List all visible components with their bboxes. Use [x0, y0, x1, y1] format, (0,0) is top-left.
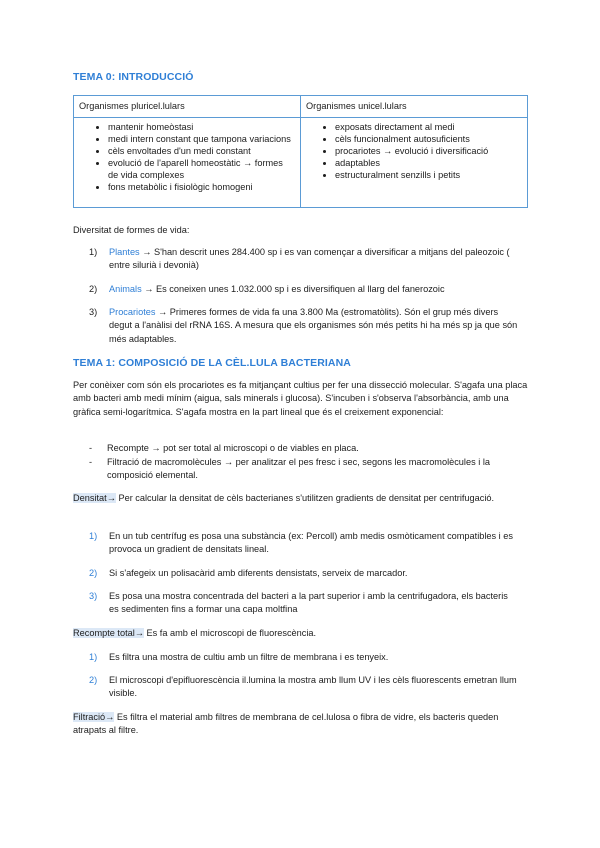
list-item: • procariotes → evolució i diversificació: [335, 146, 521, 158]
item-text: Si s'afegeix un polisacàrid amb diferents densistats, serveix de marcador.: [109, 568, 408, 578]
recompte-text: Es fa amb el microscopi de fluorescència.: [143, 628, 317, 638]
densitat-paragraph: [73, 492, 528, 505]
densitat-step: [89, 567, 519, 580]
filtracio-label: Filtració→: [73, 712, 115, 722]
list-item: • medi intern constant que tampona variacions: [108, 134, 294, 146]
list-item: • mantenir homeòstasi: [108, 122, 294, 134]
item-text: → S'han descrit unes 284.400 sp i es van començar a diversificar a mitjans del paleozoic ( entre silurià i devonià): [109, 247, 510, 271]
item-text: El microscopi d'epifluorescència il.lumina la mostra amb llum UV i les cèls fluorescents emetran llum visible.: [109, 675, 517, 699]
table-cell-unicellular: [301, 118, 528, 208]
list-item: • evolució de l'aparell homeostàtic → formes de vida complexes: [108, 158, 294, 182]
term-animals: Animals: [109, 284, 142, 294]
bullet-dash: -: [89, 443, 93, 453]
diversity-item-animals: [89, 283, 519, 296]
bullet-text: Recompte → pot ser total al microscopi o de viables en placa.: [107, 443, 359, 453]
item-number: 3): [89, 591, 98, 601]
item-number: 1): [89, 247, 98, 257]
diversity-item-plants: [89, 246, 519, 273]
item-number: 1): [89, 652, 98, 662]
diversity-intro: Diversitat de formes de vida:: [73, 225, 190, 235]
tema0-title: TEMA 0: INTRODUCCIÓ: [73, 71, 194, 83]
list-item: • exposats directament al medi: [335, 122, 521, 134]
term-plantes: Plantes: [109, 247, 140, 257]
term-procariotes: Procariotes: [109, 307, 156, 317]
item-number: 2): [89, 284, 98, 294]
table-header-pluricellular: Organismes pluricel.lulars: [74, 96, 301, 118]
tema1-intro: Per conèixer com són els procariotes es fa mitjançant cultius per fer una dissecció molecular. S'agafa una placa amb bacteri amb medi mínim (aigua, sals minerals i glucosa). S'incuben i s'observa l'absorbància, amb una gràfica semi-logarítmica. S'agafa mostra en la part lineal que és el creixement exponencial:: [73, 380, 528, 417]
organisms-comparison-table: [73, 95, 528, 208]
item-text: → Es coneixen unes 1.032.000 sp i es diversifiquen al llarg del fanerozoic: [141, 284, 445, 294]
item-number: 2): [89, 568, 98, 578]
table-cell-pluricellular: [74, 118, 301, 208]
recompte-step: [89, 651, 519, 664]
bullet-text: Filtració de macromolècules → per analitzar el pes fresc i sec, segons les macromolècules i la composició elemental.: [107, 457, 490, 481]
recompte-label: Recompte total→: [73, 628, 144, 638]
list-item: • adaptables: [335, 158, 521, 170]
list-item: • cèls funcionalment autosuficients: [335, 134, 521, 146]
list-item: • fons metabòlic i fisiològic homogeni: [108, 182, 294, 194]
densitat-step: [89, 590, 519, 617]
table-header-unicellular: Organismes unicel.lulars: [301, 96, 528, 118]
diversity-item-prokaryotes: [89, 306, 519, 346]
item-number: 3): [89, 307, 98, 317]
item-number: 1): [89, 531, 98, 541]
filtracio-text: Es filtra el material amb filtres de membrana de cel.lulosa o fibra de vidre, els bacteris queden atrapats al filtre.: [73, 712, 499, 736]
bullet-dash: -: [89, 457, 93, 467]
recompte-step: [89, 674, 519, 701]
list-item: • estructuralment senzills i petits: [335, 170, 521, 182]
item-text: Es filtra una mostra de cultiu amb un filtre de membrana i es tenyeix.: [109, 652, 389, 662]
tema1-title: TEMA 1: COMPOSICIÓ DE LA CÈL.LULA BACTERIANA: [73, 357, 351, 369]
densitat-step: [89, 530, 519, 557]
densitat-text: Per calcular la densitat de cèls bacterianes s'utilitzen gradients de densitat per centrifugació.: [115, 493, 495, 503]
item-text: En un tub centrífug es posa una substància (ex: Percoll) amb medis osmòticament compatibles i es provoca un gradient de densitats lineal.: [109, 531, 513, 555]
recompte-paragraph: [73, 627, 528, 640]
item-text: Es posa una mostra concentrada del bacteri a la part superior i amb la centrifugadora, els bacteris es sedimenten fins a formar una capa moltfina: [109, 591, 508, 615]
item-text: → Primeres formes de vida fa una 3.800 Ma (estromatòlits). Són el grup més divers degut a l'anàlisi del rRNA 16S. A mesura que els organismes són més petits hi ha més sp ja que són més adaptables.: [109, 307, 518, 344]
item-number: 2): [89, 675, 98, 685]
list-item: • cèls envoltades d'un medi constant: [108, 146, 294, 158]
bullet-recompte: [89, 442, 529, 455]
densitat-label: Densitat→: [73, 493, 116, 503]
bullet-filtracio: [89, 456, 529, 483]
filtracio-paragraph: [73, 711, 528, 738]
